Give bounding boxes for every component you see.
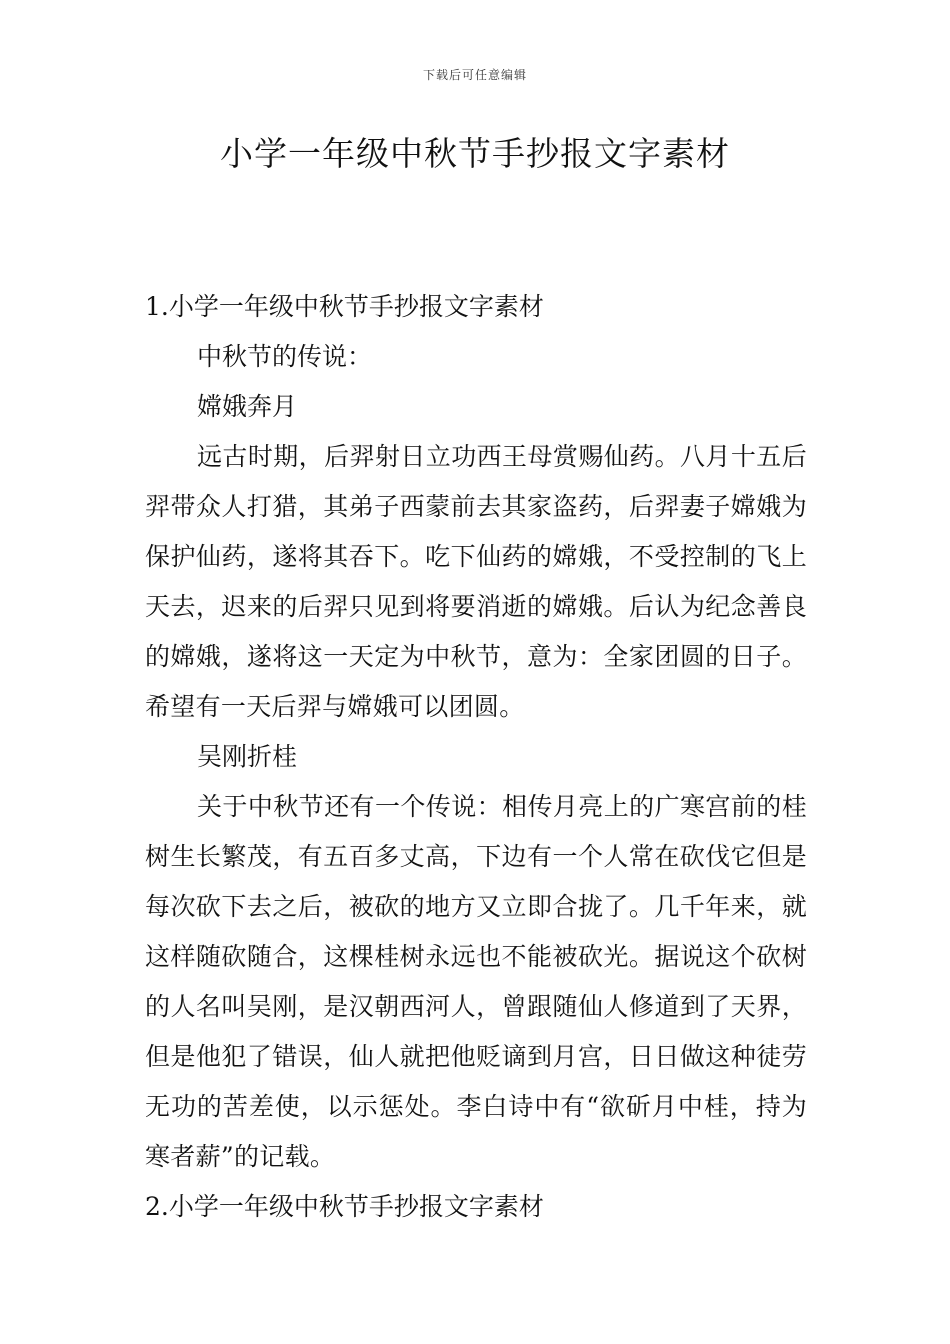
document-body	[145, 282, 807, 1232]
story-2-title: 吴刚折桂	[197, 742, 298, 771]
section-2-heading: 2.小学一年级中秋节手抄报文字素材	[145, 1192, 544, 1221]
document-title: 小学一年级中秋节手抄报文字素材	[220, 134, 730, 173]
legend-intro: 中秋节的传说：	[197, 342, 373, 371]
story-1-title: 嫦娥奔月	[197, 392, 298, 421]
story-2-paragraph: 关于中秋节还有一个传说：相传月亮上的广寒宫前的桂树生长繁茂，有五百多丈高，下边有一个人常在砍伐它但是每次砍下去之后，被砍的地方又立即合拢了。几千年来，就这样随砍随合，这棵桂树永远也不能被砍光。据说这个砍树的人名叫吴刚，是汉朝西河人，曾跟随仙人修道到了天界，但是他犯了错误，仙人就把他贬谪到月宫，日日做这种徒劳无功的苦差使，以示惩处。李白诗中有“欲斫月中桂，持为寒者薪”的记载。	[145, 792, 807, 1171]
header-note: 下载后可任意编辑	[422, 68, 527, 82]
story-1-paragraph: 远古时期，后羿射日立功西王母赏赐仙药。八月十五后羿带众人打猎，其弟子西蒙前去其家盗药，后羿妻子嫦娥为保护仙药，遂将其吞下。吃下仙药的嫦娥，不受控制的飞上天去，迟来的后羿只见到将要消逝的嫦娥。后认为纪念善良的嫦娥，遂将这一天定为中秋节，意为：全家团圆的日子。希望有一天后羿与嫦娥可以团圆。	[145, 442, 807, 721]
section-1-heading: 1.小学一年级中秋节手抄报文字素材	[145, 292, 544, 321]
